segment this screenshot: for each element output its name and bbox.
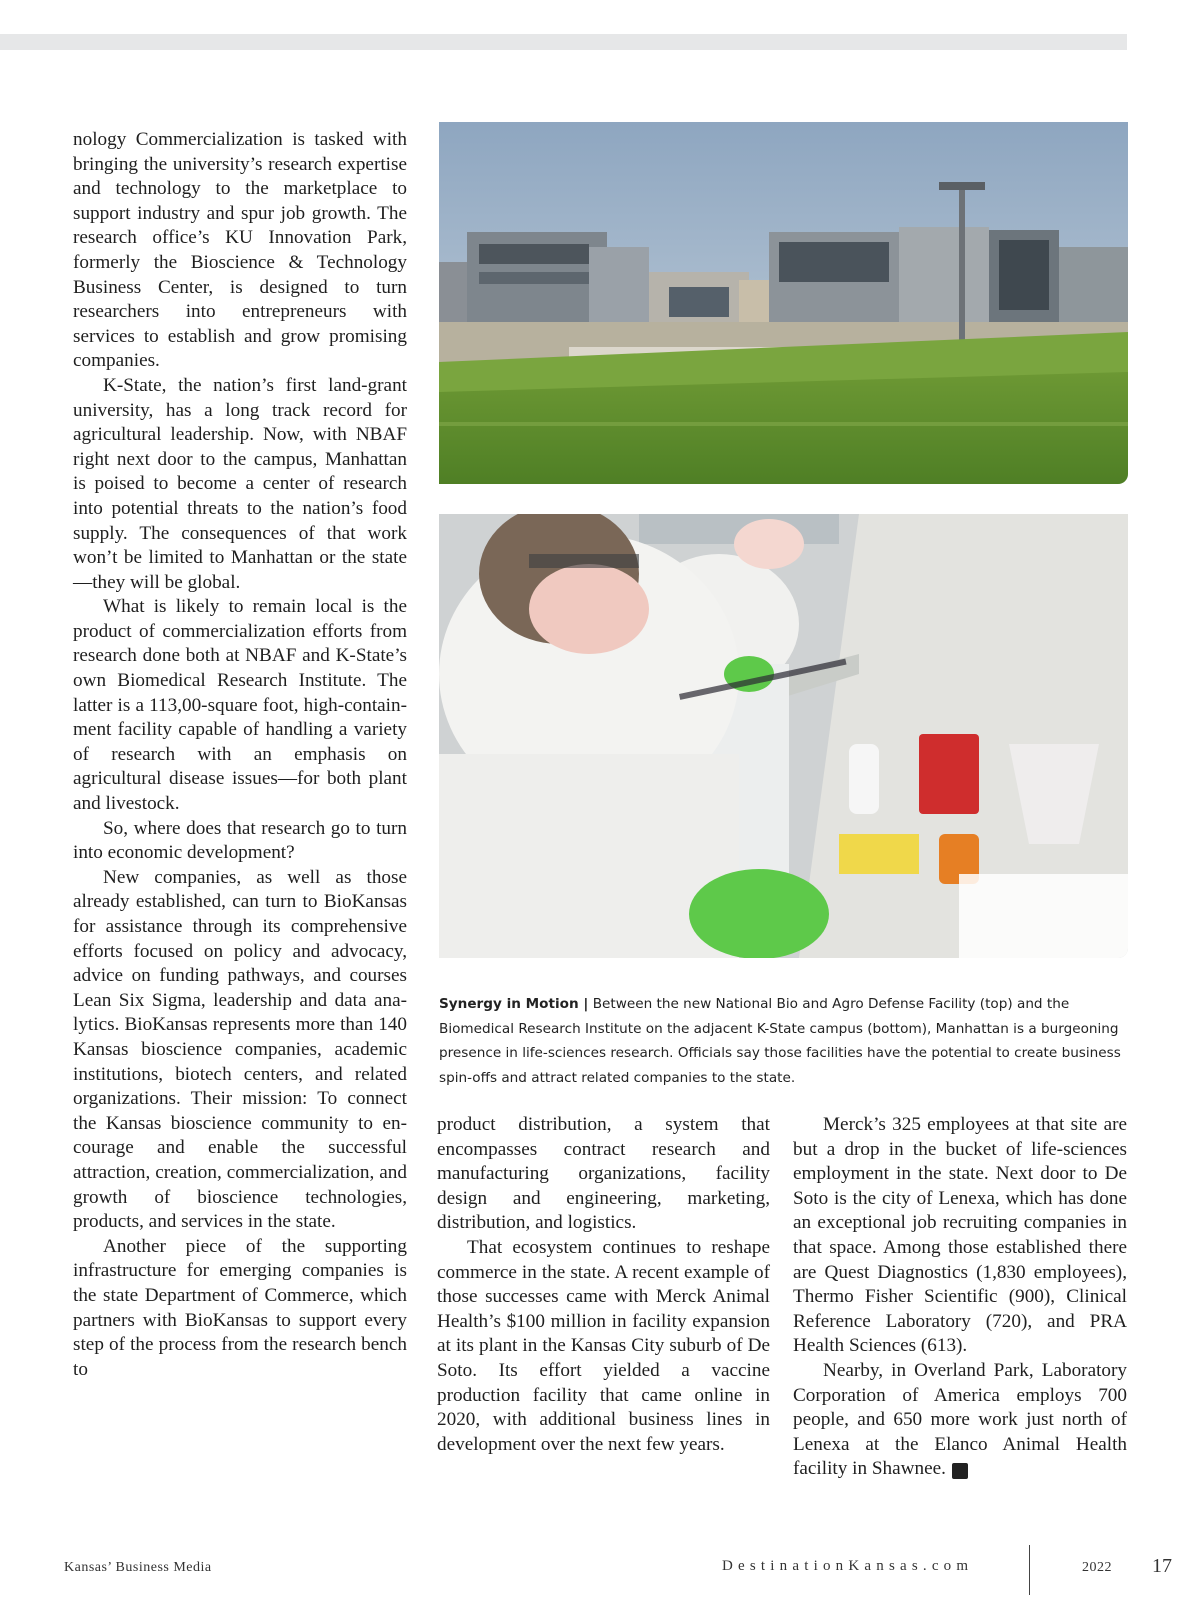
nbaf-facility-photo — [439, 122, 1128, 484]
body-paragraph: K-State, the nation’s first land-grant university, has a long track record for agricultural leadership. Now, with NBAF right next door to the campus, Manhattan is poised to become a center of research into potential threats to the nation’s food supply. The consequences of that work won’t be limited to Manhattan or the state—they will be global. — [73, 374, 407, 593]
top-header-bar — [0, 34, 1127, 50]
end-of-article-icon: I — [952, 1463, 968, 1479]
body-paragraph: Merck’s 325 employees at that site are but a drop in the bucket of life-sciences employment in the state. Next door to De Soto is the city of Lenexa, which has done an exceptional job recruiting companies in that space. Among those established there are Quest Diagnostics (1,830 employees), Thermo Fisher Scientific (900), Clinical Reference Laboratory (720), and PRA Health Sciences (613). — [793, 1114, 1127, 1357]
footer-site[interactable]: DestinationKansas.com — [722, 1558, 974, 1574]
body-paragraph: So, where does that research go to turn into economic development? — [73, 817, 407, 864]
page-number: 17 — [1152, 1555, 1172, 1577]
photo-caption — [439, 992, 1129, 1090]
body-paragraph: What is likely to remain local is the product of commercialization efforts from research done both at NBAF and K-State’s own Biomedical Research Institute. The latter is a 113,00-square foot, high-containment facility capable of handling a variety of research with an emphasis on agricultural disease issues—for both plant and livestock. — [73, 596, 407, 815]
body-paragraph: Nearby, in Overland Park, Laboratory Corporation of America employs 700 people, and 650 more work just north of Lenexa at the Elanco Animal Health facility in Shawnee. I — [793, 1359, 1127, 1480]
caption-title: Synergy in Motion | — [439, 996, 589, 1012]
body-paragraph: New companies, as well as those already established, can turn to BioKansas for assistance through its comprehensive efforts focused on policy and advocacy, advice on funding pathways, and courses Lean Six Sigma, leadership and data analytics. BioKansas represents more than 140 Kansas bioscience companies, academic institutions, biotech centers, and related organizations. Their mission: To connect the Kansas bioscience community to encourage and enable the successful attraction, creation, commercialization, and growth of bioscience technologies, products, and services in the state. — [73, 866, 407, 1233]
body-paragraph: nology Commercialization is tasked with bringing the university’s research expertise and technology to the marketplace to support industry and spur job growth. The research office’s KU Innovation Park, formerly the Bioscience & Technology Business Center, is designed to turn researchers into entrepreneurs with services to establish and grow promising companies. — [73, 129, 407, 372]
caption-body: Between the new National Bio and Agro Defense Facility (top) and the Biomedical Research Institute on the adjacent K-State campus (bottom), Manhattan is a burgeoning presence in life-sciences research. Officials say those facilities have the potential to create business spin-offs and attract related companies to the state. — [439, 996, 1121, 1086]
body-paragraph: That ecosystem continues to reshape commerce in the state. A recent example of those successes came with Merck Animal Health’s $100 million in facility expansion at its plant in the Kansas City suburb of De Soto. Its effort yielded a vaccine production facility that came online in 2020, with additional business lines in development over the next few years. — [437, 1236, 770, 1455]
right-text-column — [793, 1113, 1127, 1482]
footer-publisher: Kansas’ Business Media — [64, 1560, 212, 1575]
laboratory-research-photo — [439, 514, 1128, 958]
middle-text-column — [437, 1113, 770, 1457]
footer-year: 2022 — [1082, 1560, 1112, 1575]
footer-divider — [1029, 1545, 1030, 1595]
left-text-column — [73, 128, 407, 1382]
body-paragraph: product distribution, a system that encompasses contract research and manufacturing organizations, facility design and engineering, marketing, distribution, and logistics. — [437, 1114, 770, 1234]
body-paragraph: Another piece of the supporting infrastructure for emerging companies is the state Department of Commerce, which partners with BioKansas to support every step of the process from the research bench to — [73, 1235, 407, 1380]
